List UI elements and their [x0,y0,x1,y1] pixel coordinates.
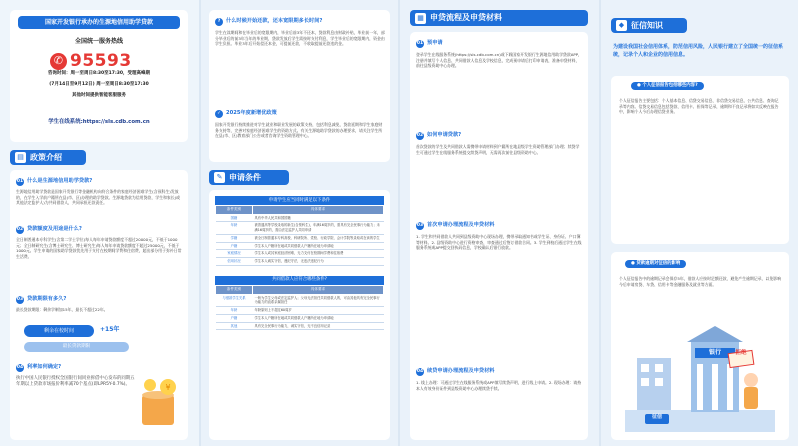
panel-credit [601,0,798,446]
report-text: 个人征信报告主要包括：个人基本信息、信贷交易信息、非信贷交易信息、公共信息、查询记录等内容。信贷交易信息包括贷款、信用卡、担保等记录，逾期和不良记录将如实反映在报告中，影响个人今后办理信贷业务。 [619,98,779,115]
overdue-text: 个人征信报告中的逾期记录会保存5年，借款人应按时足额还款，避免产生逾期记录，以免影响今后申请房贷、车贷、信用卡等金融服务及就业等方面。 [619,276,781,287]
new-policy [215,110,385,139]
student-conditions-table [215,205,384,266]
table-row: 信用状况 学生本人诚实守信，遵纪守法，无违法违纪行为 [216,258,384,266]
policy-section-header [10,150,86,165]
item-answer: 执行中国人民银行授权全国银行间同业拆借中心发布的同期五年期以上贷款市场报价利率减70个基点(即LPR5Y-0.7%)。 [16,376,135,388]
hotline-row [50,49,132,74]
overdue-card [611,252,789,440]
item-question: 利率如何确定? [27,364,62,371]
item-question: 贷款期限有多久? [27,296,67,303]
step-title: 如何申请贷款? [427,132,462,139]
hotline-number[interactable]: 95593 [70,51,132,71]
conditions-section-header [209,170,289,185]
table-row: 年龄 年龄原则上不超过60周岁 [216,307,384,315]
item-number: 03 [16,296,24,304]
question-icon: ? [215,18,223,26]
shield-icon: ◆ [616,20,627,31]
student-conditions-caption: 申请学生应当同时满足以下条件 [215,196,384,205]
hours-line-3: 其他时间提供智能客服服务 [72,93,126,98]
panel-conditions [201,0,398,446]
coins-illustration [138,375,182,431]
panel-process [400,0,599,446]
step-title: 预申请 [427,40,443,47]
hotline-card [10,10,188,142]
col-requirement: 具体要求 [252,286,383,294]
table-row: 学籍 被全日制普通本专科高校、科研院所、党校、行政学院、会计学院等录取或在读的学生 [216,234,384,242]
conditions-card [209,190,390,440]
item-number: 02 [16,226,24,234]
term-caption: 最长贷款期限 [24,342,129,352]
new-policy-icon: ✓ [215,110,223,118]
student-site-link[interactable] [10,119,188,127]
table-row: 家庭情况 学生本人或其家庭经济困难，无力支付在校期间学费和住宿费 [216,250,384,258]
policy-item-1 [16,178,182,206]
policy-item-2 [16,226,182,260]
process-section-title: 申贷流程及申贷材料 [430,13,502,23]
item-number: 01 [16,178,24,186]
report-card [611,76,789,244]
loan-banner: 国家开发银行承办的生源地信用助学贷款 [18,16,180,29]
repay-answer: 学生在读期间和在毕业后的宽限期内，毕业后前3年不还本，贷款利息由财政补贴，毕业前一年，部分毕业后的前3年当年的毕业期，贷款发放后学生需按时支付利息，学生毕业后的宽限期内，资金由学生负担。毕业3年后开始偿还本金，可提前还款，不收取提前还款违约金。 [215,30,385,47]
step-text: 1. 线上办理：可通过学生在线服务系统或APP填写续贷声明，进行线上申请。2. 现场办理：请持本人有效身份证件到县级资助中心办理续贷手续。 [416,380,582,391]
term-left-pill: 剩余在校时间 [24,325,94,337]
policy-item-3 [16,296,182,313]
step-2 [416,132,582,155]
term-plus: +15年 [100,326,120,333]
item-question: 贷款额度及用途是什么? [27,226,82,233]
credit-badge: 征信 [651,414,662,420]
reject-sign: 拒绝 [735,350,747,356]
step-title: 首次申请办理流程及申贷材料 [427,222,495,229]
policy-card [10,170,188,440]
conditions-section-title: 申请条件 [229,172,261,182]
repay-question [215,18,385,47]
repay-question-text: 什么时候开始还款，还本宽限期多长时间? [226,18,323,25]
step-title: 续贷申请办理流程及申贷材料 [427,368,495,375]
edit-icon: ✎ [214,172,225,183]
panel-policy [0,0,199,446]
cart-icon: ▦ [415,13,426,24]
step-number: 01 [416,40,424,48]
coborrower-caption: 共同借款人应符合哪些条件? [215,276,384,285]
table-row: 户籍 学生本人户籍所在地或共同借款人户籍所在地为申请地 [216,314,384,322]
table-row: 户籍 学生本人户籍所在地或共同借款人户籍所在地为申请地 [216,242,384,250]
phone-icon: ✆ [50,53,67,70]
step-text: 登录学生在线服务系统(https://sls.cdb.com.cn)或下载国家开发银行生源地信用助学贷款APP，注册并填写个人信息、共同借款人信息及学校信息，完成预申请后打印申请表，准备申贷材料，前往县级资助中心办理。 [416,52,582,69]
col-requirement: 具体要求 [252,206,383,214]
hours-line-1: 咨询时间：周一至周日8:30至17:30，受理高峰期 [47,71,150,76]
step-3 [416,222,582,251]
svg-text:¥: ¥ [165,383,171,392]
step-number: 04 [416,368,424,376]
new-policy-title: 2025年度新增优政策 [226,110,277,117]
step-text: 1. 学生和共同借款人共同到县级资助中心现场办理，携带录取通知书或学生证、身份证、户口簿等材料。2. 县级资助中心进行资格审查，审查通过后签订借款合同。3. 学生到校后通过学生在线服务系统或APP提交回执码信息，学校确认后银行放款。 [416,234,582,251]
term-diagram [24,325,174,355]
bank-sign: 银行 [708,349,721,356]
credit-section-title: 征信知识 [631,20,663,30]
warning-icon: ● [631,261,635,266]
step-number: 03 [416,222,424,230]
bank-illustration [625,314,775,432]
new-policy-text: 国家开发银行持续推进对学生就业和职业发展的政策支持，包括利息减免、贷款延期和学生家庭财务支持等，完善对家庭经济困难学生的资助方式。有关生源地助学贷款的办理要求，请关注学生所在县(市、区)教育部门公告或者咨询学生资助管理中心。 [215,122,383,139]
process-section-header [410,10,588,26]
policy-item-4 [16,364,136,389]
report-title: ● 个人征信报告包括哪些内容? [631,82,704,90]
table-row: 与借款学生关系 一般为学生父母或法定监护人；父母无法担任共同借款人的，可由其他具有完全民事行为能力的直系亲属担任 [216,294,384,307]
hours-line-2: (7月14日至9月12日) 周一至周日8:30至17:30 [49,82,149,87]
info-icon: ● [637,83,641,88]
col-category: 条件类别 [216,286,253,294]
document-icon: ▤ [15,152,26,163]
step-number: 02 [416,132,424,140]
credit-section-header [611,18,687,33]
coborrower-table [215,285,384,330]
item-answer: 最长贷款期限：剩余学制加15年，最长不超过22年。 [16,307,108,312]
process-card [410,32,588,440]
repay-card [209,10,390,162]
student-site-text[interactable]: 学生在线系统:https://sls.cdb.com.cn [48,119,150,125]
item-number: 04 [16,364,24,372]
table-row: 年龄 被普通高等学校录取的新生(含预科生)，年满16周岁的，需具有完全民事行为能力；未满16周岁的，需由法定监护人共同申请 [216,222,384,235]
item-answer: 生源地信用助学贷款是国家开发银行等金融机构向符合条件的家庭经济困难学生(含预科生)发放的，在学生入学前户籍所在县(市、区)办理的助学贷款。生源地贷款为信用贷款，学生和家长(或其他法定监护人)为共同借款人，共同承担还款责任。 [16,189,181,206]
item-answer: 全日制普通本专科学生(含第二学士学位)每人每年申请贷款额度不超过20000元，不低于1000元；全日制研究生(含博士研究生、博士研究生)每人每年申请贷款额度不超过25000元，不低于1000元。学生申请的国家助学贷款优先用于支付在校期间学费和住宿费，超出部分用于弥补日常生活费。 [16,237,182,259]
table-row: 国籍 具有中华人民共和国国籍 [216,214,384,222]
col-category: 条件类别 [216,206,253,214]
item-question: 什么是生源地信用助学贷款? [27,178,93,185]
step-text: 首次贷款的学生及共同借款人需携带申请材料到户籍所在地县级学生资助管理部门办理；续贷学生可通过学生在线服务系统提交续贷声明，无需再次前往县级资助中心。 [416,144,580,155]
step-1 [416,40,582,69]
credit-intro: 为建设我国社会信用体系，防范信用风险，人民银行建立了全国统一的征信系统，记录个人和企业的信用信息。 [613,44,784,58]
hotline-label: 全国统一服务热线 [74,38,123,45]
table-row: 其他 具有完全民事行为能力，诚实守信，无不良信用记录 [216,322,384,330]
overdue-title: ● 贷款逾期对征信的影响 [625,260,686,268]
step-4 [416,368,582,391]
policy-section-title: 政策介绍 [30,152,62,162]
